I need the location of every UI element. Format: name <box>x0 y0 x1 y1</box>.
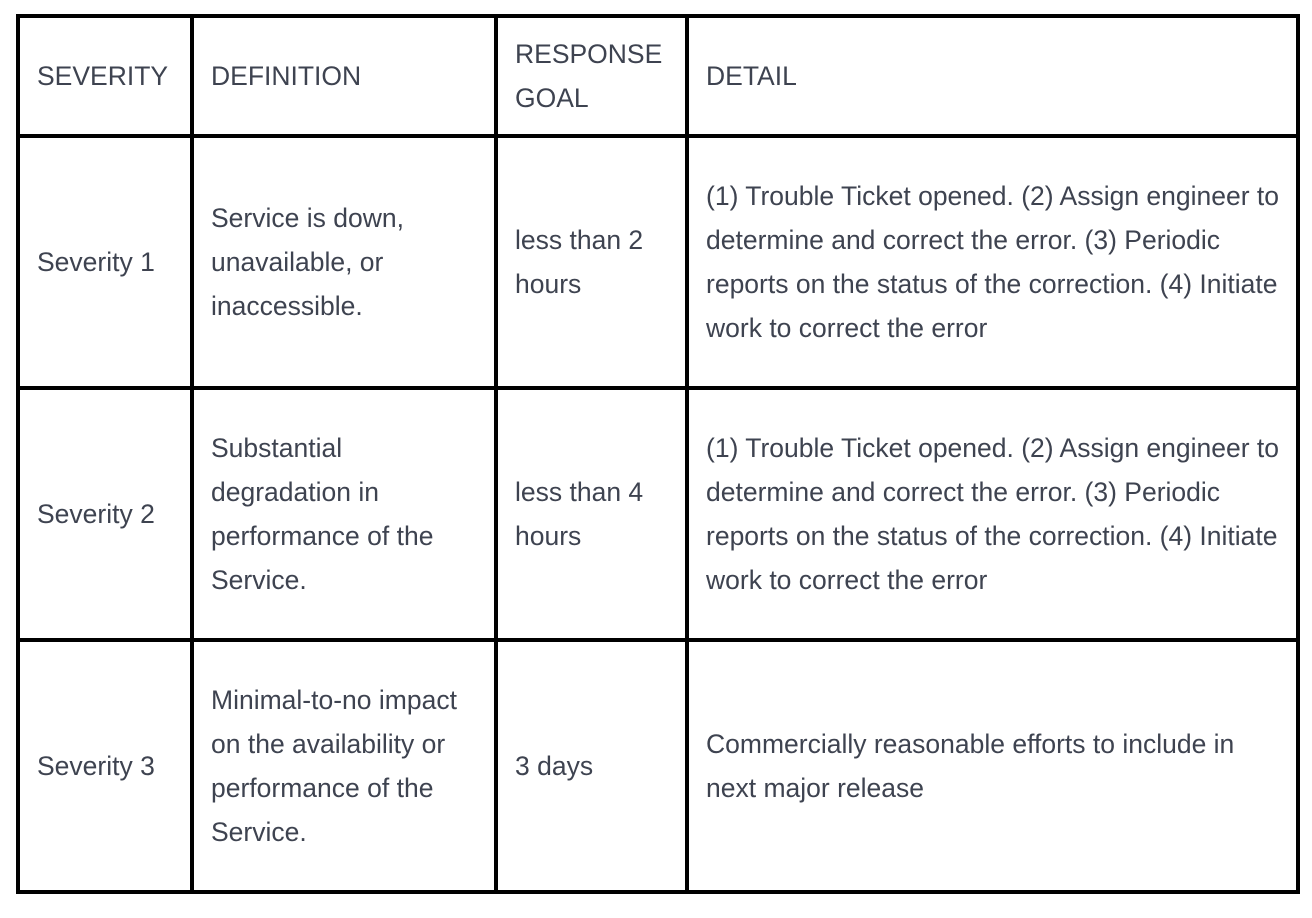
table-row <box>18 388 1298 640</box>
severity-table-container <box>16 14 1300 894</box>
header-row <box>18 16 1298 136</box>
header-response-goal: RESPONSE GOAL <box>496 16 687 136</box>
definition-cell: Minimal-to-no impact on the availability or performance of the Service. <box>192 640 496 892</box>
severity-table <box>16 14 1300 894</box>
header-definition: DEFINITION <box>192 16 496 136</box>
severity-cell: Severity 2 <box>18 388 192 640</box>
response-goal-cell: less than 4 hours <box>496 388 687 640</box>
response-goal-cell: 3 days <box>496 640 687 892</box>
detail-cell: Commercially reasonable efforts to include in next major release <box>687 640 1298 892</box>
definition-cell: Service is down, unavailable, or inaccessible. <box>192 136 496 388</box>
response-goal-cell: less than 2 hours <box>496 136 687 388</box>
table-row <box>18 136 1298 388</box>
detail-cell: (1) Trouble Ticket opened. (2) Assign engineer to determine and correct the error. (3) Periodic reports on the status of the correction. (4) Initiate work to correct the error <box>687 388 1298 640</box>
table-row <box>18 640 1298 892</box>
detail-cell: (1) Trouble Ticket opened. (2) Assign engineer to determine and correct the error. (3) Periodic reports on the status of the correction. (4) Initiate work to correct the error <box>687 136 1298 388</box>
severity-cell: Severity 3 <box>18 640 192 892</box>
severity-cell: Severity 1 <box>18 136 192 388</box>
header-severity: SEVERITY <box>18 16 192 136</box>
header-detail: DETAIL <box>687 16 1298 136</box>
definition-cell: Substantial degradation in performance of the Service. <box>192 388 496 640</box>
